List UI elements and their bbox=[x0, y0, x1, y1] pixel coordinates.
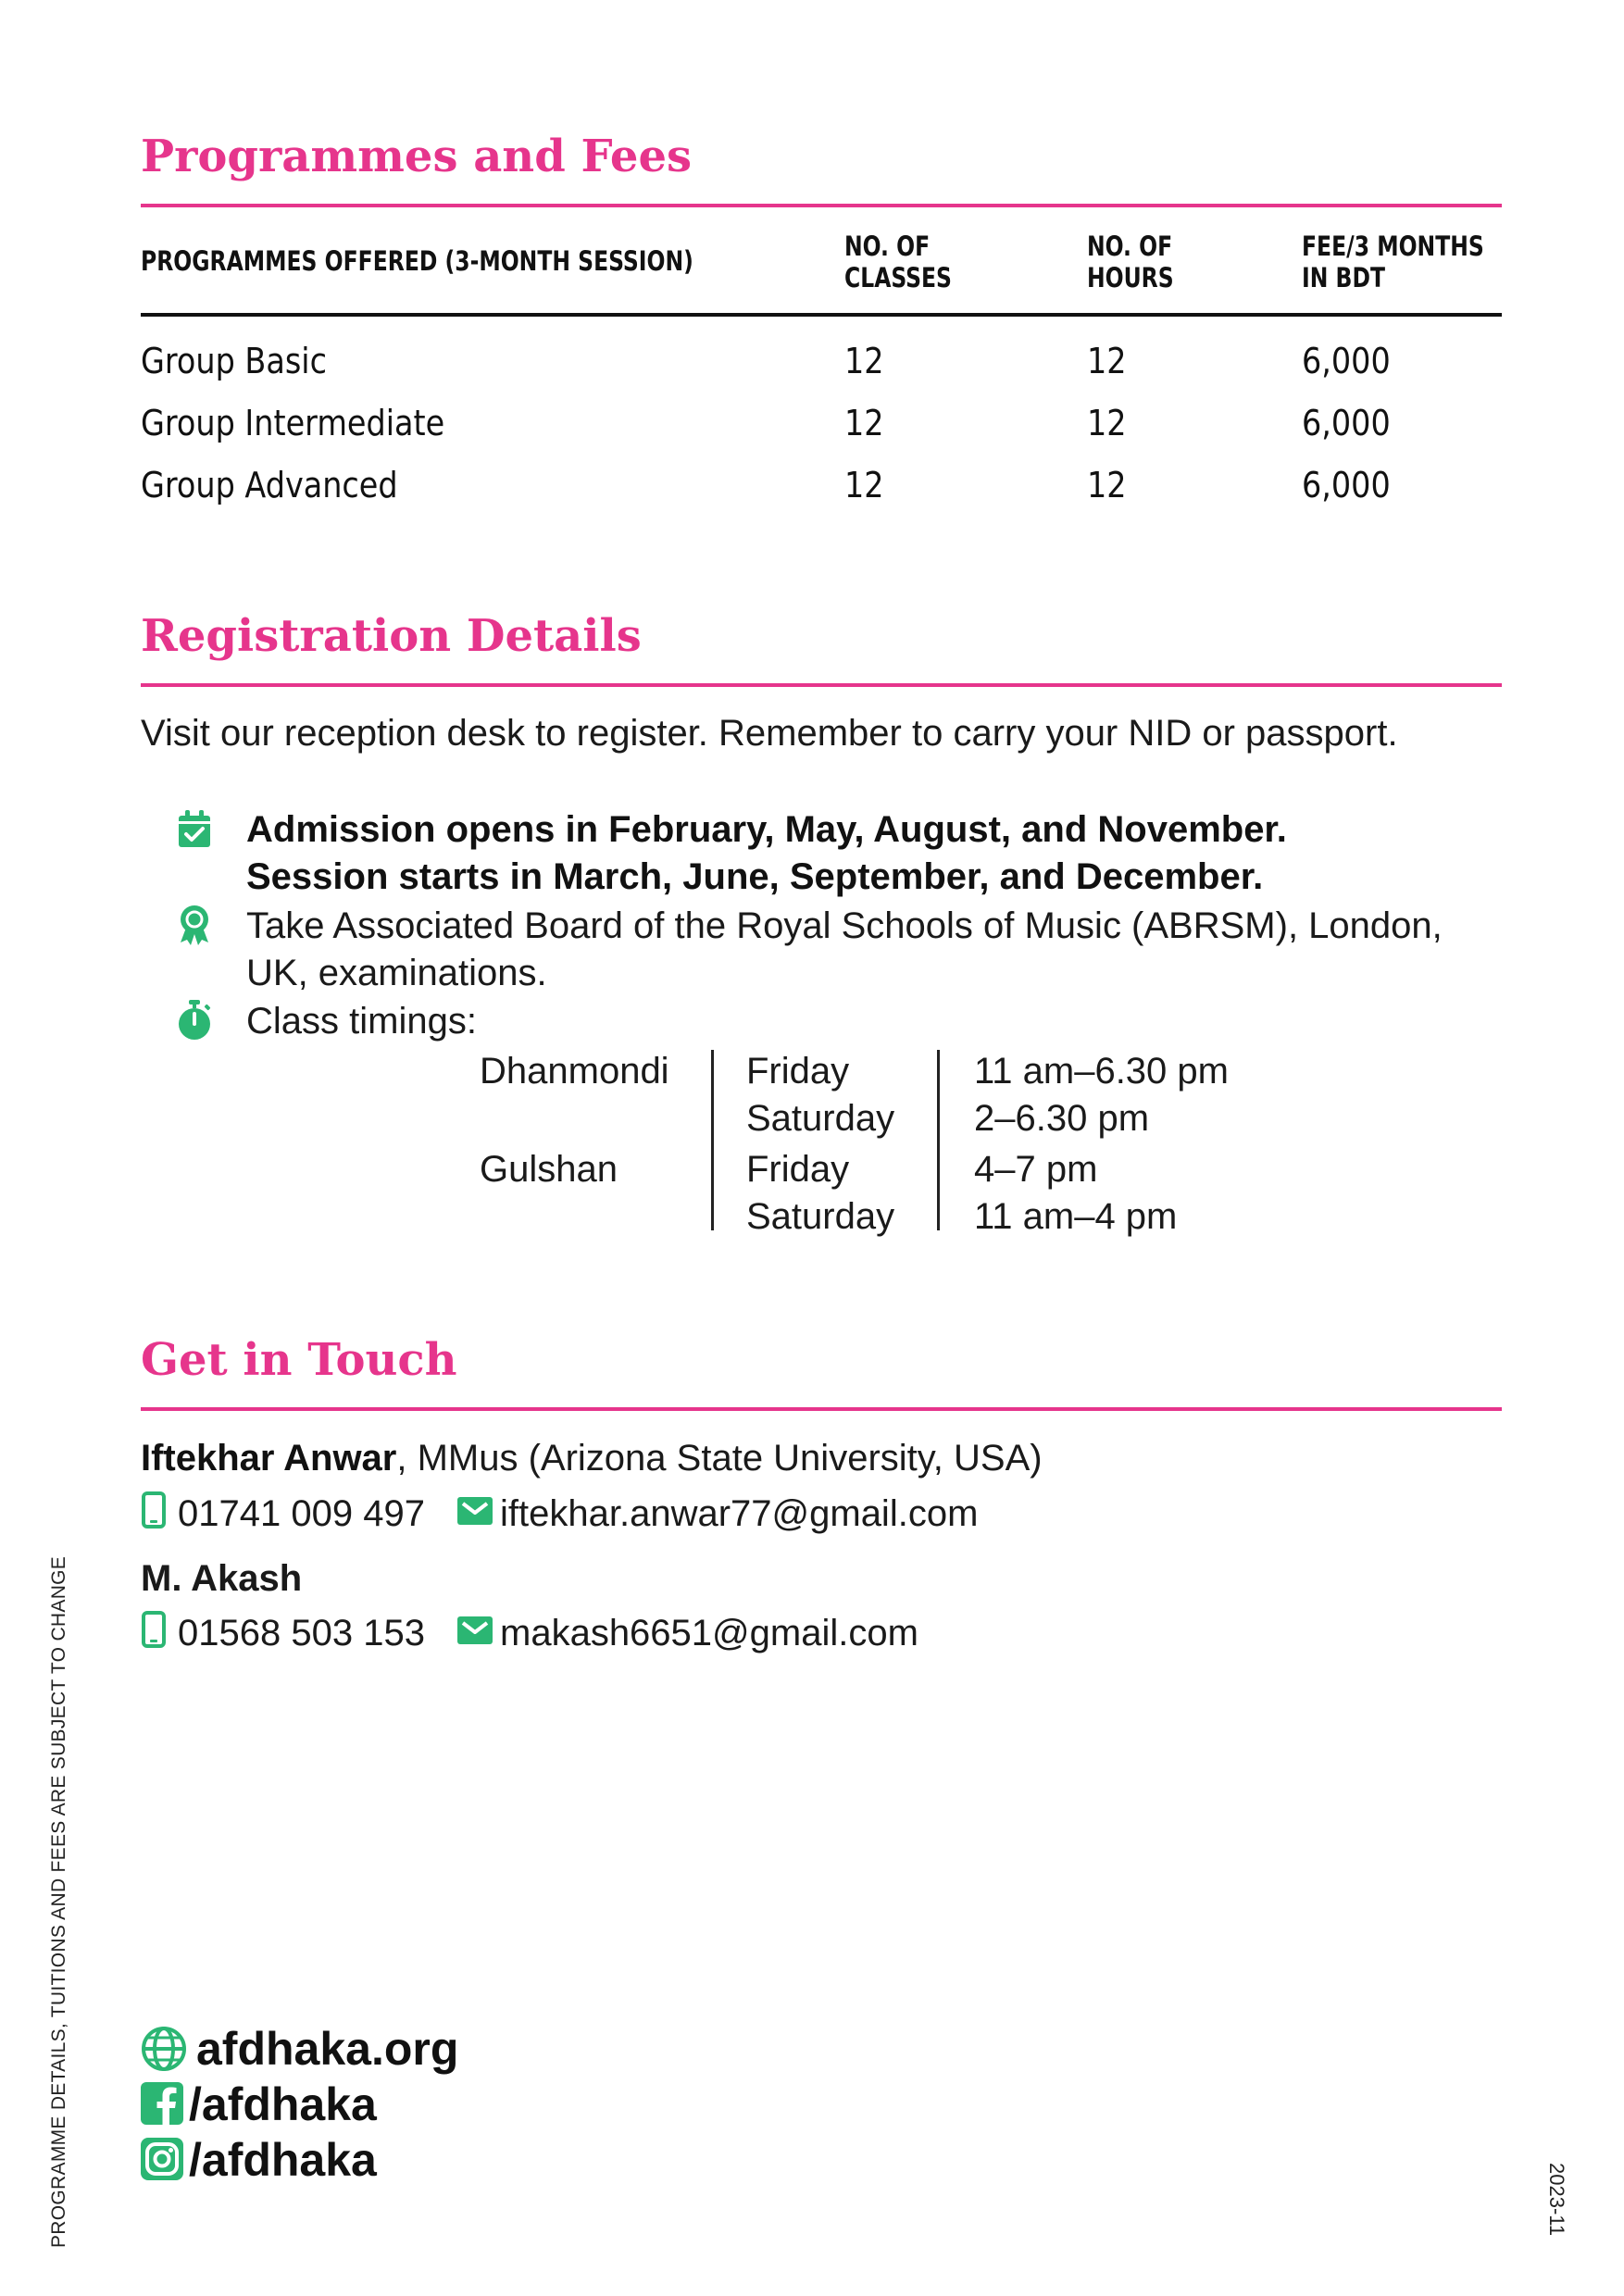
location-gulshan: Gulshan bbox=[480, 1149, 618, 1190]
header-hours: NO. OF HOURS bbox=[1087, 231, 1174, 293]
row-hours: 12 bbox=[1087, 403, 1127, 443]
exam-line-1: Take Associated Board of the Royal Schools of Music (ABRSM), London, bbox=[246, 905, 1443, 946]
calendar-check-icon bbox=[177, 810, 212, 849]
contact-person-1 bbox=[141, 1438, 1043, 1479]
phone-icon bbox=[142, 1491, 166, 1529]
row-classes: 12 bbox=[844, 341, 884, 381]
website-link[interactable]: afdhaka.org bbox=[196, 2023, 459, 2075]
instagram-icon bbox=[141, 2138, 183, 2180]
location-dhanmondi: Dhanmondi bbox=[480, 1051, 669, 1092]
exam-line-2: UK, examinations. bbox=[246, 953, 547, 993]
exam-info bbox=[246, 903, 1443, 997]
day: Friday bbox=[746, 1149, 850, 1190]
stopwatch-icon bbox=[176, 1000, 213, 1041]
time: 11 am–4 pm bbox=[974, 1196, 1178, 1237]
phone-icon bbox=[142, 1611, 166, 1648]
timings-divider-2 bbox=[937, 1050, 940, 1230]
phone-link[interactable]: 01568 503 153 bbox=[178, 1613, 425, 1653]
row-fee: 6,000 bbox=[1302, 465, 1391, 505]
timings-divider-1 bbox=[711, 1050, 714, 1230]
programmes-title-rule bbox=[141, 204, 1502, 207]
admission-line: Admission opens in February, May, August, and November. bbox=[246, 809, 1287, 850]
row-programme-name: Group Basic bbox=[141, 341, 327, 381]
row-hours: 12 bbox=[1087, 341, 1127, 381]
contact-name: Iftekhar Anwar bbox=[141, 1438, 397, 1479]
row-classes: 12 bbox=[844, 403, 884, 443]
edition-date: 2023-11 bbox=[1545, 2163, 1568, 2237]
registration-title: Registration Details bbox=[141, 610, 642, 662]
row-programme-name: Group Advanced bbox=[141, 465, 398, 505]
row-hours: 12 bbox=[1087, 465, 1127, 505]
header-programme: PROGRAMMES OFFERED (3-MONTH SESSION) bbox=[141, 245, 693, 277]
disclaimer-note: PROGRAMME DETAILS, TUITIONS AND FEES ARE SUBJECT TO CHANGE bbox=[48, 1555, 69, 2248]
session-line: Session starts in March, June, September, and December. bbox=[246, 856, 1264, 897]
day: Saturday bbox=[746, 1196, 895, 1237]
contact-title-rule bbox=[141, 1407, 1502, 1411]
email-icon bbox=[457, 1497, 493, 1525]
facebook-link[interactable]: /afdhaka bbox=[189, 2078, 377, 2130]
header-classes: NO. OF CLASSES bbox=[844, 231, 952, 293]
registration-title-rule bbox=[141, 683, 1502, 687]
row-classes: 12 bbox=[844, 465, 884, 505]
row-programme-name: Group Intermediate bbox=[141, 403, 445, 443]
day: Friday bbox=[746, 1051, 850, 1092]
globe-icon bbox=[141, 2026, 187, 2072]
facebook-icon bbox=[141, 2082, 183, 2125]
contact-credential: , MMus (Arizona State University, USA) bbox=[396, 1438, 1043, 1479]
email-icon bbox=[457, 1616, 493, 1644]
time: 2–6.30 pm bbox=[974, 1098, 1150, 1139]
instagram-link[interactable]: /afdhaka bbox=[189, 2134, 377, 2186]
contact-person-2-name: M. Akash bbox=[141, 1558, 303, 1599]
class-timings-label: Class timings: bbox=[246, 1001, 477, 1042]
award-ribbon-icon bbox=[176, 904, 213, 946]
table-header-rule bbox=[141, 313, 1502, 317]
phone-link[interactable]: 01741 009 497 bbox=[178, 1493, 425, 1534]
time: 4–7 pm bbox=[974, 1149, 1098, 1190]
day: Saturday bbox=[746, 1098, 895, 1139]
admission-info bbox=[246, 806, 1287, 901]
email-link[interactable]: iftekhar.anwar77@gmail.com bbox=[500, 1493, 979, 1534]
row-fee: 6,000 bbox=[1302, 341, 1391, 381]
contact-title: Get in Touch bbox=[141, 1334, 457, 1386]
programmes-title: Programmes and Fees bbox=[141, 131, 693, 182]
time: 11 am–6.30 pm bbox=[974, 1051, 1229, 1092]
header-fee: FEE/3 MONTHS IN BDT bbox=[1302, 231, 1484, 293]
row-fee: 6,000 bbox=[1302, 403, 1391, 443]
email-link[interactable]: makash6651@gmail.com bbox=[500, 1613, 918, 1653]
registration-intro: Visit our reception desk to register. Remember to carry your NID or passport. bbox=[141, 713, 1398, 754]
